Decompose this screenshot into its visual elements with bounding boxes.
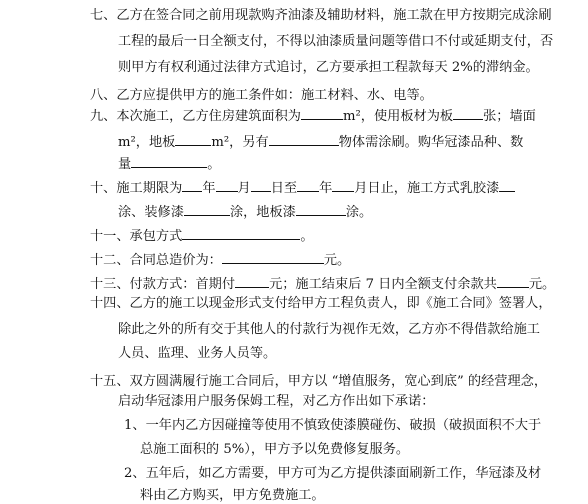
clause-9-text-c: 张；墙面 bbox=[483, 109, 536, 124]
clause-11-text-a: 十一、承包方式 bbox=[90, 229, 183, 244]
clause-7-line-2: 工程的最后一日全额支付，不得以油漆质量问题等借口不付或延期支付，否 bbox=[118, 34, 554, 49]
clause-14-line-3: 人员、监理、业务人员等。 bbox=[118, 346, 277, 361]
clause-13-text-b: 元；施工结束后 7 日内全额支付余款共 bbox=[269, 277, 497, 292]
clause-13-line-1 bbox=[90, 274, 555, 290]
contract-mode-blank bbox=[182, 226, 300, 240]
clause-9-text-h: 。 bbox=[207, 157, 221, 172]
end-year-blank bbox=[297, 178, 319, 192]
clause-10-text-g: 涂、装修漆 bbox=[118, 205, 184, 220]
clause-10-text-d: 日至 bbox=[270, 181, 298, 196]
clause-14-line-2: 除此之外的所有交于其他人的付款行为视作无效，乙方亦不得借款给施工 bbox=[118, 322, 540, 337]
clause-9-line-1 bbox=[90, 106, 536, 122]
clause-11-line-1 bbox=[90, 226, 314, 242]
clause-9-text-f: 物体需涂刷。购华冠漆品种、数 bbox=[338, 135, 524, 150]
clause-10-text-c: 月 bbox=[237, 181, 251, 196]
clause-8-line-1: 八、乙方应提供甲方的施工条件如：施工材料、水、电等。 bbox=[90, 88, 433, 103]
clause-9-text-g: 量 bbox=[118, 157, 132, 172]
latex-blank bbox=[499, 178, 515, 192]
clause-13-text-c: 元。 bbox=[528, 277, 556, 292]
clause-10-text-a: 十、施工期限为 bbox=[90, 181, 183, 196]
clause-7-line-1: 七、乙方在签合同之前用现款购齐油漆及辅助材料，施工款在甲方按期完成涂刷 bbox=[90, 8, 552, 23]
other-object-blank bbox=[269, 132, 339, 146]
clause-7-line-3: 则甲方有权利通过法律方式追讨，乙方要承担工程款每天 2%的滞纳金。 bbox=[118, 60, 539, 75]
clause-15-item-1-line-1: 1、一年内乙方因碰撞等使用不慎致使漆膜碰伤、破损（破损面积不大于 bbox=[124, 418, 542, 433]
clause-10-text-h: 涂，地板漆 bbox=[229, 205, 296, 220]
start-year-blank bbox=[182, 178, 202, 192]
area-blank bbox=[301, 106, 343, 120]
clause-14-line-1: 十四、乙方的施工以现金形式支付给甲方工程负责人，即《施工合同》签署人， bbox=[90, 296, 552, 311]
clause-10-line-1 bbox=[90, 178, 515, 194]
clause-12-text-b: 元。 bbox=[323, 253, 351, 268]
clause-15-line-2: 启动华冠漆用户服务保姆工程，对乙方作出如下承诺： bbox=[118, 394, 435, 409]
clause-15-item-1-line-2: 总施工面积的 5%），甲方予以免费修复服务。 bbox=[140, 442, 410, 457]
board-count-blank bbox=[453, 106, 483, 120]
decor-paint-blank bbox=[184, 202, 230, 216]
clause-12-text-a: 十二、合同总造价为： bbox=[90, 253, 222, 268]
first-payment-blank bbox=[235, 274, 269, 288]
clause-10-text-b: 年 bbox=[202, 181, 216, 196]
floor-area-blank bbox=[175, 132, 211, 146]
quantity-blank bbox=[131, 154, 207, 168]
clause-9-line-3 bbox=[118, 154, 220, 170]
clause-15-item-2-line-1: 2、五年后，如乙方需要，甲方可为乙方提供漆面刷新工作，华冠漆及材 bbox=[124, 466, 542, 481]
clause-10-text-i: 涂。 bbox=[345, 205, 373, 220]
clause-9-line-2 bbox=[118, 132, 523, 148]
total-price-blank bbox=[222, 250, 324, 264]
clause-15-item-2-line-2: 料由乙方购买，甲方免费施工。 bbox=[140, 488, 325, 503]
clause-11-text-b: 。 bbox=[300, 229, 314, 244]
clause-10-text-f: 月日止，施工方式乳胶漆 bbox=[354, 181, 500, 196]
clause-10-text-e: 年 bbox=[319, 181, 333, 196]
start-month-blank bbox=[216, 178, 238, 192]
clause-15-line-1: 十五、双方圆满履行施工合同后，甲方以 “增值服务，宽心到底” 的经营理念， bbox=[90, 374, 548, 389]
start-day-blank bbox=[251, 178, 271, 192]
end-month-blank bbox=[332, 178, 354, 192]
clause-9-text-d: m²，地板 bbox=[118, 135, 176, 150]
floor-paint-blank bbox=[296, 202, 346, 216]
clause-9-text-e: m²，另有 bbox=[211, 135, 269, 150]
clause-9-text-a: 九、本次施工，乙方住房建筑面积为 bbox=[90, 109, 301, 124]
clause-12-line-1 bbox=[90, 250, 350, 266]
clause-10-line-2 bbox=[118, 202, 372, 218]
balance-blank bbox=[497, 274, 529, 288]
clause-9-text-b: m²，使用板材为板 bbox=[343, 109, 454, 124]
clause-13-text-a: 十三、付款方式：首期付 bbox=[90, 277, 236, 292]
